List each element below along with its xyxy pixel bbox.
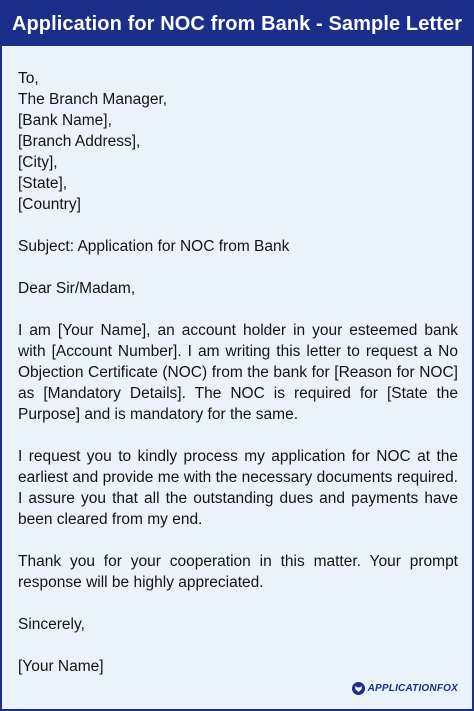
- body-paragraph-thanks: Thank you for your cooperation in this matter. Your prompt response will be highly appreciated.: [18, 553, 458, 591]
- address-line-recipient: The Branch Manager,: [18, 91, 168, 108]
- letter-body: [18, 68, 458, 677]
- brand-logo: [352, 682, 458, 695]
- address-line-bank-name: [Bank Name],: [18, 112, 112, 129]
- letter-subject: Subject: Application for NOC from Bank: [18, 238, 290, 255]
- letter-closing: Sincerely,: [18, 616, 85, 633]
- address-line-branch-address: [Branch Address],: [18, 133, 141, 150]
- brand-name: APPLICATIONFOX: [367, 683, 458, 694]
- page-title: Application for NOC from Bank - Sample Letter: [11, 12, 463, 35]
- address-line-state: [State],: [18, 175, 68, 192]
- address-line-city: [City],: [18, 154, 58, 171]
- body-paragraph-request: I am [Your Name], an account holder in your esteemed bank with [Account Number]. I am writing this letter to request a No Objection Certificate (NOC) from the bank for [Reason for NOC] as [Mandatory Details]. The NOC is required for [State the Purpose] and is mandatory for the same.: [18, 322, 458, 423]
- spacer: [18, 215, 458, 236]
- spacer: [18, 299, 458, 320]
- body-paragraph-assurance: I request you to kindly process my application for NOC at the earliest and provide me with the necessary documents required. I assure you that all the outstanding dues and payments have been cleared from my end.: [18, 448, 458, 528]
- address-line-to: To,: [18, 70, 39, 87]
- spacer: [18, 257, 458, 278]
- letter-salutation: Dear Sir/Madam,: [18, 280, 136, 297]
- letter-signature: [Your Name]: [18, 658, 104, 675]
- spacer: [18, 635, 458, 656]
- spacer: [18, 425, 458, 446]
- title-banner: [2, 2, 472, 46]
- address-line-country: [Country]: [18, 196, 81, 213]
- spacer: [18, 593, 458, 614]
- fox-logo-icon: [352, 682, 365, 695]
- spacer: [18, 530, 458, 551]
